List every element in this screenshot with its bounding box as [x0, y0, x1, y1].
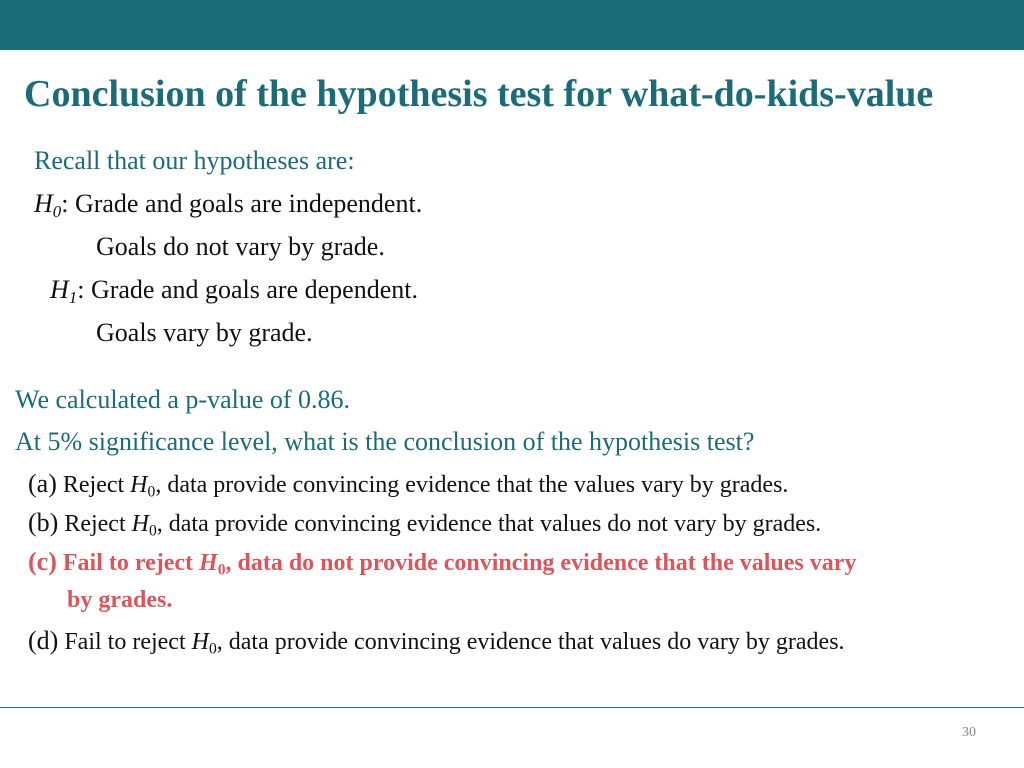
option-a[interactable] — [28, 469, 788, 502]
h0-text: : Grade and goals are independent. — [61, 189, 423, 218]
h0-symbol: H — [34, 189, 53, 218]
header-bar — [0, 0, 1024, 50]
option-d[interactable] — [28, 626, 845, 659]
option-letter: (c) — [28, 547, 57, 576]
option-letter: (b) — [28, 508, 59, 537]
option-letter: (d) — [28, 626, 59, 655]
option-c-continuation: by grades. — [67, 587, 173, 613]
footer-divider — [0, 707, 1024, 708]
h1-continuation: Goals vary by grade. — [96, 318, 313, 347]
recall-text: Recall that our hypotheses are: — [34, 146, 355, 175]
option-text: Reject $H_0$, data provide convincing evidence that the values vary by grades. — [62, 472, 789, 501]
h0-line — [34, 189, 422, 222]
option-text: Fail to reject $H_0$, data provide convincing evidence that values do vary by grades. — [64, 629, 845, 658]
h0-subscript: 0 — [52, 202, 62, 222]
option-b[interactable] — [28, 508, 821, 541]
option-text: Fail to reject $H_0$, data do not provide convincing evidence that the values vary — [62, 550, 857, 579]
h1-symbol: H — [50, 275, 69, 304]
h0-continuation: Goals do not vary by grade. — [96, 232, 385, 261]
option-letter: (a) — [28, 469, 57, 498]
option-text: Reject $H_0$, data provide convincing evidence that values do not vary by grades. — [64, 511, 822, 540]
h1-text: : Grade and goals are dependent. — [77, 275, 418, 304]
h1-subscript: 1 — [68, 288, 78, 308]
question-text: At 5% significance level, what is the conclusion of the hypothesis test? — [15, 427, 755, 456]
slide-title: Conclusion of the hypothesis test for what-do-kids-value — [24, 73, 934, 115]
option-c-correct[interactable] — [28, 547, 856, 580]
pvalue-text: We calculated a p-value of 0.86. — [15, 385, 351, 414]
h1-line — [50, 275, 418, 308]
page-number: 30 — [962, 725, 976, 740]
